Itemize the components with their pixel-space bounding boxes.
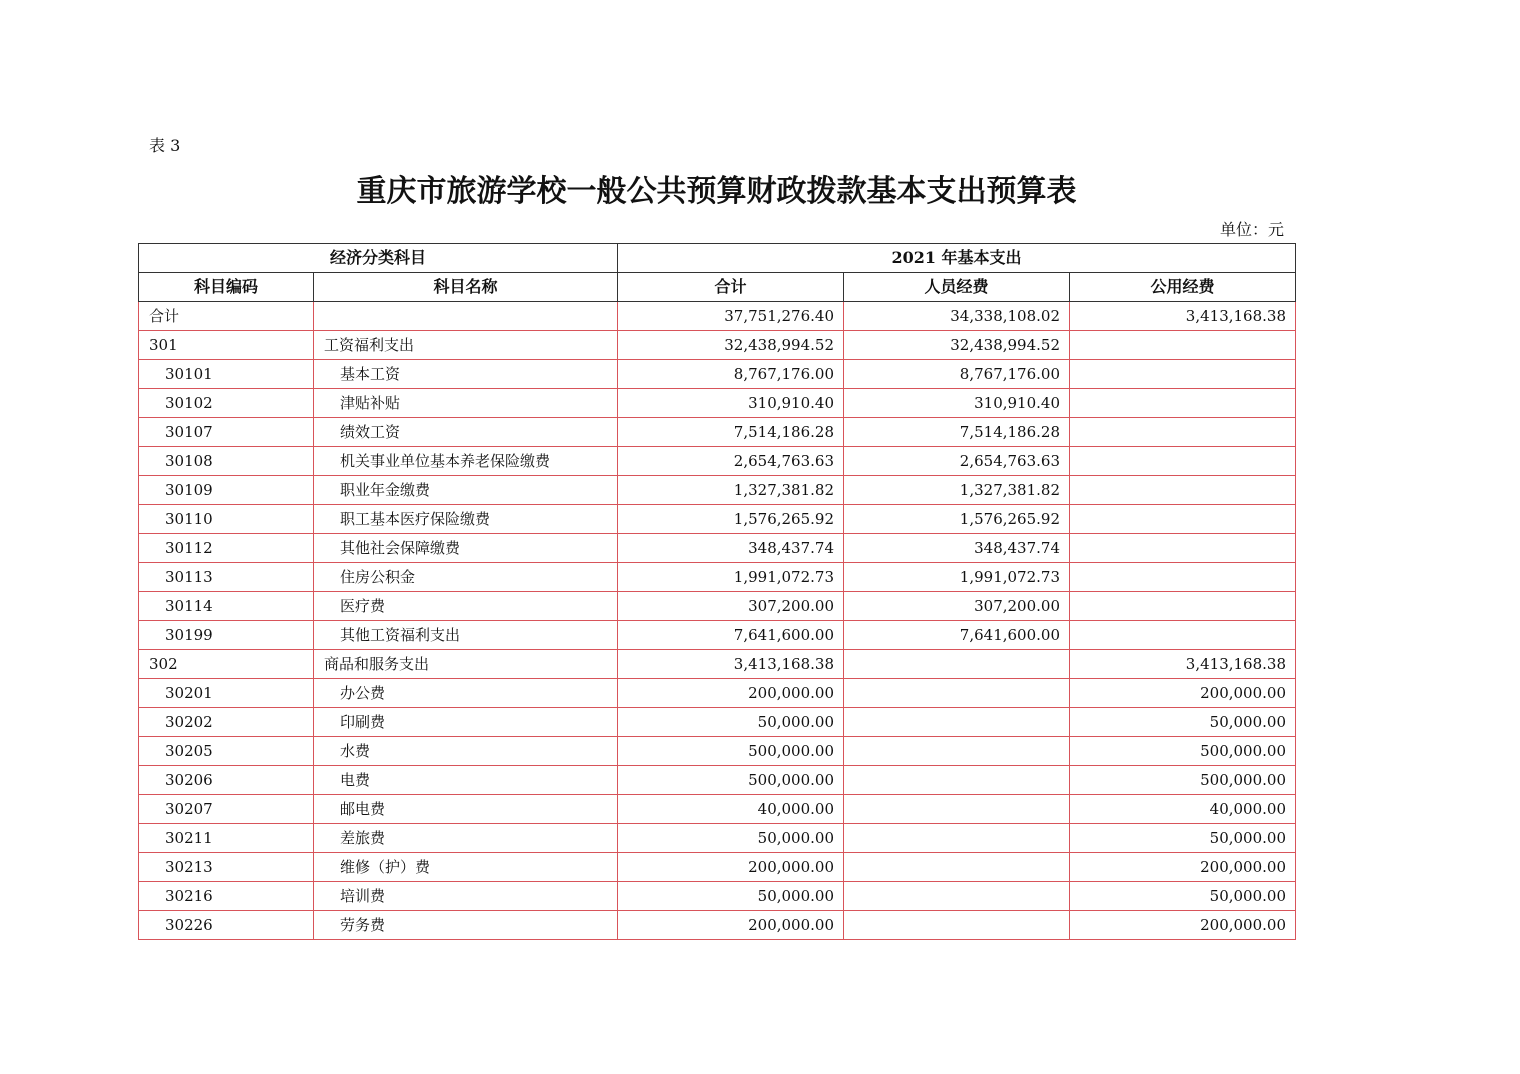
cell-name: 印刷费 [314,708,618,737]
cell-name: 工资福利支出 [314,331,618,360]
cell-personnel [844,679,1070,708]
cell-code: 30199 [139,621,314,650]
cell-total: 7,641,600.00 [618,621,844,650]
cell-personnel [844,737,1070,766]
cell-personnel: 1,327,381.82 [844,476,1070,505]
cell-public: 3,413,168.38 [1070,650,1296,679]
table-row [139,737,1296,766]
table-row [139,621,1296,650]
cell-personnel: 348,437.74 [844,534,1070,563]
cell-total: 1,991,072.73 [618,563,844,592]
cell-personnel [844,882,1070,911]
column-header-total: 合计 [618,273,844,302]
cell-public: 50,000.00 [1070,824,1296,853]
cell-public: 50,000.00 [1070,708,1296,737]
cell-code: 301 [139,331,314,360]
cell-code: 302 [139,650,314,679]
column-header-public: 公用经费 [1070,273,1296,302]
cell-name: 维修（护）费 [314,853,618,882]
table-row [139,563,1296,592]
cell-name: 住房公积金 [314,563,618,592]
cell-personnel [844,853,1070,882]
cell-personnel: 34,338,108.02 [844,302,1070,331]
cell-code: 30205 [139,737,314,766]
cell-personnel [844,708,1070,737]
cell-public [1070,592,1296,621]
cell-name: 电费 [314,766,618,795]
cell-total: 200,000.00 [618,679,844,708]
cell-name: 职业年金缴费 [314,476,618,505]
cell-name: 办公费 [314,679,618,708]
cell-total: 50,000.00 [618,882,844,911]
cell-name: 劳务费 [314,911,618,940]
cell-public [1070,389,1296,418]
table-row [139,708,1296,737]
cell-public [1070,621,1296,650]
cell-total: 1,576,265.92 [618,505,844,534]
cell-public: 500,000.00 [1070,766,1296,795]
cell-name: 医疗费 [314,592,618,621]
table-row [139,679,1296,708]
cell-public: 40,000.00 [1070,795,1296,824]
page-title: 重庆市旅游学校一般公共预算财政拨款基本支出预算表 [356,174,1077,209]
cell-public [1070,505,1296,534]
cell-code: 30113 [139,563,314,592]
table-row [139,592,1296,621]
budget-table [138,243,1296,940]
table-row [139,853,1296,882]
cell-total: 200,000.00 [618,853,844,882]
cell-total: 40,000.00 [618,795,844,824]
cell-personnel: 1,991,072.73 [844,563,1070,592]
cell-total: 348,437.74 [618,534,844,563]
cell-public [1070,331,1296,360]
cell-total: 37,751,276.40 [618,302,844,331]
cell-total: 8,767,176.00 [618,360,844,389]
cell-total: 50,000.00 [618,824,844,853]
cell-code: 30207 [139,795,314,824]
cell-public: 50,000.00 [1070,882,1296,911]
cell-personnel: 307,200.00 [844,592,1070,621]
cell-public [1070,418,1296,447]
header-economic-category: 经济分类科目 [139,244,618,273]
cell-total: 7,514,186.28 [618,418,844,447]
cell-code: 30102 [139,389,314,418]
cell-total: 50,000.00 [618,708,844,737]
cell-personnel: 8,767,176.00 [844,360,1070,389]
cell-personnel: 7,641,600.00 [844,621,1070,650]
cell-total: 307,200.00 [618,592,844,621]
cell-personnel: 310,910.40 [844,389,1070,418]
cell-name: 机关事业单位基本养老保险缴费 [314,447,618,476]
cell-total: 500,000.00 [618,766,844,795]
cell-code: 合计 [139,302,314,331]
cell-personnel [844,766,1070,795]
table-row [139,505,1296,534]
table-row [139,447,1296,476]
cell-code: 30112 [139,534,314,563]
cell-code: 30110 [139,505,314,534]
cell-code: 30201 [139,679,314,708]
cell-public: 3,413,168.38 [1070,302,1296,331]
table-row [139,418,1296,447]
cell-name: 差旅费 [314,824,618,853]
cell-total: 200,000.00 [618,911,844,940]
cell-personnel: 7,514,186.28 [844,418,1070,447]
column-header-code: 科目编码 [139,273,314,302]
cell-code: 30206 [139,766,314,795]
cell-personnel [844,650,1070,679]
cell-code: 30202 [139,708,314,737]
cell-personnel [844,911,1070,940]
table-row [139,911,1296,940]
cell-personnel [844,795,1070,824]
cell-name: 职工基本医疗保险缴费 [314,505,618,534]
cell-public [1070,534,1296,563]
cell-total: 1,327,381.82 [618,476,844,505]
column-header-name: 科目名称 [314,273,618,302]
cell-code: 30107 [139,418,314,447]
cell-personnel [844,824,1070,853]
cell-public: 200,000.00 [1070,679,1296,708]
cell-total: 310,910.40 [618,389,844,418]
cell-code: 30211 [139,824,314,853]
column-header-personnel: 人员经费 [844,273,1070,302]
cell-code: 30114 [139,592,314,621]
table-row [139,766,1296,795]
cell-name: 绩效工资 [314,418,618,447]
cell-name: 水费 [314,737,618,766]
cell-code: 30226 [139,911,314,940]
cell-total: 32,438,994.52 [618,331,844,360]
table-body [139,302,1296,940]
table-row [139,650,1296,679]
table-row [139,389,1296,418]
table-row [139,476,1296,505]
table-row [139,534,1296,563]
table-row [139,882,1296,911]
column-header-row [139,273,1296,302]
cell-code: 30213 [139,853,314,882]
cell-name [314,302,618,331]
cell-total: 500,000.00 [618,737,844,766]
group-header-row [139,244,1296,273]
cell-code: 30216 [139,882,314,911]
cell-code: 30101 [139,360,314,389]
unit-label: 单位：元 [1219,220,1284,239]
cell-name: 其他社会保障缴费 [314,534,618,563]
cell-total: 2,654,763.63 [618,447,844,476]
cell-public: 200,000.00 [1070,911,1296,940]
header-basic-expenditure: 2021 年基本支出 [618,244,1296,273]
cell-personnel: 32,438,994.52 [844,331,1070,360]
table-row [139,824,1296,853]
cell-code: 30108 [139,447,314,476]
table-row [139,302,1296,331]
cell-name: 培训费 [314,882,618,911]
cell-name: 商品和服务支出 [314,650,618,679]
table-label: 表 3 [149,136,181,155]
cell-name: 邮电费 [314,795,618,824]
table-row [139,795,1296,824]
cell-public: 500,000.00 [1070,737,1296,766]
cell-public [1070,447,1296,476]
cell-personnel: 2,654,763.63 [844,447,1070,476]
cell-code: 30109 [139,476,314,505]
cell-public [1070,360,1296,389]
cell-name: 其他工资福利支出 [314,621,618,650]
cell-name: 津贴补贴 [314,389,618,418]
cell-public [1070,563,1296,592]
table-row [139,360,1296,389]
cell-public [1070,476,1296,505]
table-row [139,331,1296,360]
cell-personnel: 1,576,265.92 [844,505,1070,534]
cell-name: 基本工资 [314,360,618,389]
cell-total: 3,413,168.38 [618,650,844,679]
cell-public: 200,000.00 [1070,853,1296,882]
